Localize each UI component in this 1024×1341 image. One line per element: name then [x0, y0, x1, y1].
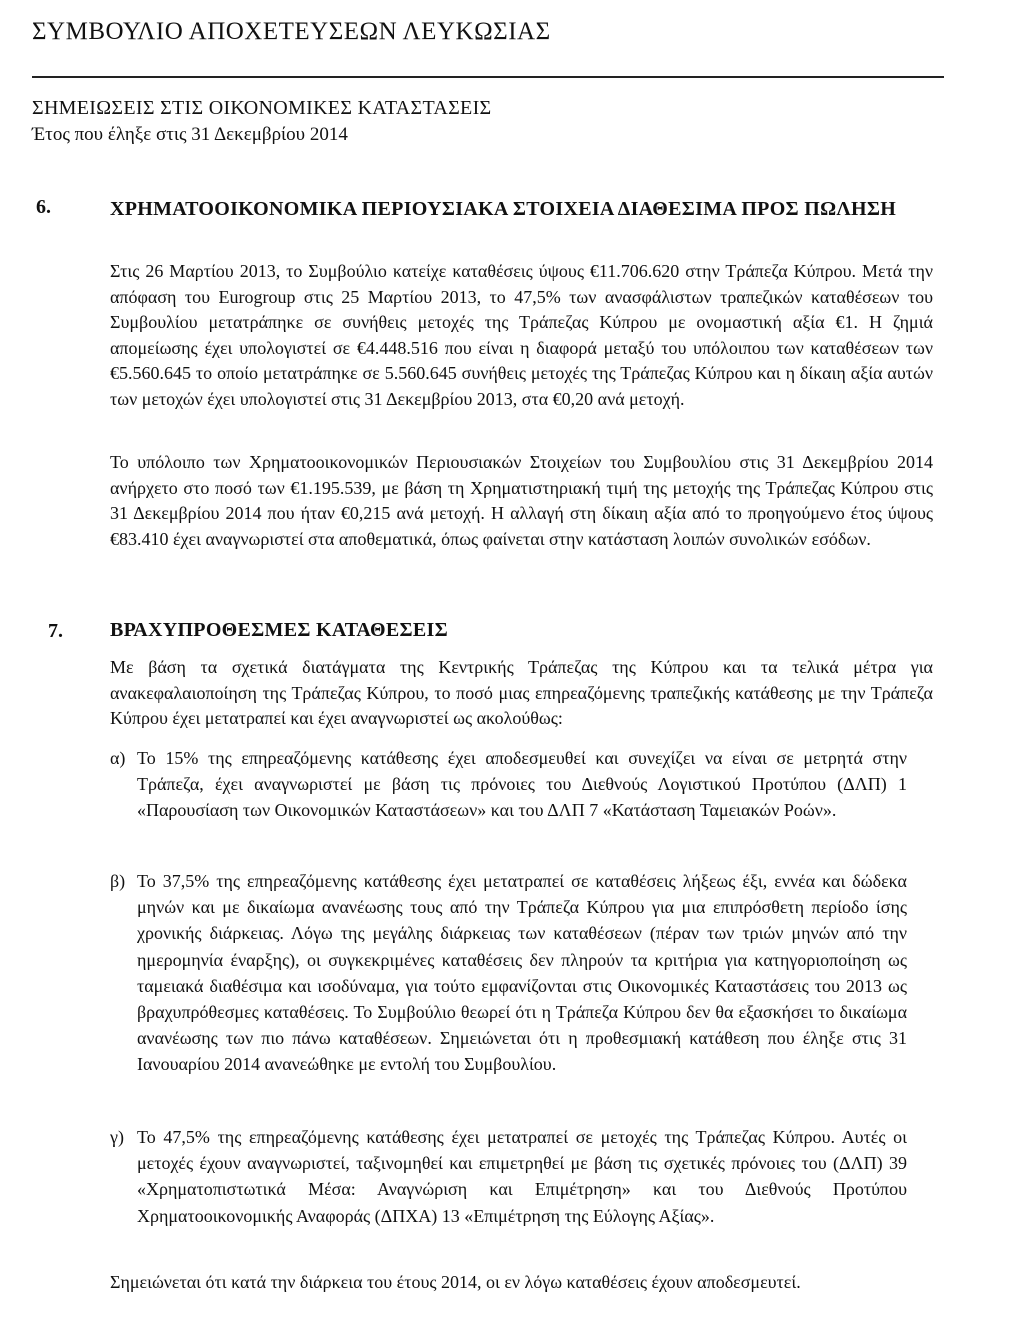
item-c-text: Το 47,5% της επηρεαζόμενης κατάθεσης έχει μετατραπεί σε μετοχές της Τράπεζας Κύπρου. Αυτές οι μετοχές έχουν αναγνωριστεί, ταξινομηθεί και επιμετρηθεί με βάση τις σχετικές πρόνοιες του (ΔΛΠ) 39 «Χρηματοπιστωτικά Μέσα: Αναγνώριση και Επιμέτρηση» και του Διεθνούς Προτύπου Χρηματοοικονομικής Αναφοράς (ΔΠΧΑ) 13 «Επιμέτρηση της Εύλογης Αξίας».	[137, 1127, 907, 1226]
section-6-paragraph-1: Στις 26 Μαρτίου 2013, το Συμβούλιο κατείχε καταθέσεις ύψους €11.706.620 στην Τράπεζα Κύπρου. Μετά την απόφαση του Eurogroup στις 25 Μαρτίου 2013, το 47,5% των ανασφάλιστων τραπεζικών καταθέσεων του Συμβουλίου μετατράπηκε σε συνήθεις μετοχές της Τράπεζας Κύπρου με ονομαστική αξία €1. Η ζημιά απομείωσης έχει υπολογιστεί σε €4.448.516 που είναι η διαφορά μεταξύ του υπόλοιπου των καταθέσεων των €5.560.645 το οποίο μετατράπηκε σε 5.560.645 συνήθεις μετοχές της Τράπεζας Κύπρου και η δίκαιη αξία αυτών των μετοχών έχει υπολογιστεί στις 31 Δεκεμβρίου 2013, στα €0,20 ανά μετοχή.	[110, 261, 933, 409]
section-7-intro: Με βάση τα σχετικά διατάγματα της Κεντρικής Τράπεζας της Κύπρου και τα τελικά μέτρα για ανακεφαλαιοποίηση της Τράπεζας Κύπρου, το ποσό μιας επηρεαζόμενης τραπεζικής κατάθεσης με την Τράπεζα Κύπρου έχει μετατραπεί και έχει αναγνωριστεί ως ακολούθως:	[110, 657, 933, 729]
section-6-number: 6.	[36, 196, 51, 218]
reporting-period: Έτος που έληξε στις 31 Δεκεμβρίου 2014	[32, 124, 348, 145]
organization-title: ΣΥΜΒΟΥΛΙΟ ΑΠΟΧΕΤΕΥΣΕΩΝ ΛΕΥΚΩΣΙΑΣ	[32, 18, 551, 45]
item-b-marker: β)	[110, 871, 126, 891]
section-6-heading: ΧΡΗΜΑΤΟΟΙΚΟΝΟΜΙΚΑ ΠΕΡΙΟΥΣΙΑΚΑ ΣΤΟΙΧΕΙΑ ΔΙΑΘΕΣΙΜΑ ΠΡΟΣ ΠΩΛΗΣΗ	[110, 198, 897, 220]
section-6-paragraph-2: Το υπόλοιπο των Χρηματοοικονομικών Περιουσιακών Στοιχείων του Συμβουλίου στις 31 Δεκεμβρίου 2014 ανήρχετο στο ποσό των €1.195.539, με βάση τη Χρηματιστηριακή τιμή της μετοχής της Τράπεζας Κύπρου στις 31 Δεκεμβρίου 2014 που ήταν €0,215 ανά μετοχή. Η αλλαγή στη δίκαιη αξία από το προηγούμενο έτος ύψους €83.410 έχει αναγνωριστεί στα αποθεματικά, όπως φαίνεται στην κατάσταση λοιπών συνολικών εσόδων.	[110, 452, 933, 549]
section-7-closing: Σημειώνεται ότι κατά την διάρκεια του έτους 2014, οι εν λόγω καταθέσεις έχουν αποδεσμευτεί.	[110, 1272, 801, 1292]
item-a-marker: α)	[110, 748, 126, 768]
section-7-number: 7.	[48, 620, 63, 642]
item-a-text: Το 15% της επηρεαζόμενης κατάθεσης έχει αποδεσμευθεί και συνεχίζει να είναι σε μετρητά στην Τράπεζα, έχει αναγνωριστεί με βάση τις πρόνοιες του Διεθνούς Λογιστικού Προτύπου (ΔΛΠ) 1 «Παρουσίαση των Οικονομικών Καταστάσεων» και του ΔΛΠ 7 «Κατάσταση Ταμειακών Ροών».	[137, 748, 907, 821]
item-b-text: Το 37,5% της επηρεαζόμενης κατάθεσης έχει μετατραπεί σε καταθέσεις λήξεως έξι, εννέα και δώδεκα μηνών και με δικαίωμα ανανέωσης τους από την Τράπεζα Κύπρου για μια επιπρόσθετη περίοδο ίσης χρονικής διάρκειας. Λόγω της μεγάλης διάρκειας των καταθέσεων (πέραν των τριών μηνών από την ημερομηνία έναρξης), οι συγκεκριμένες καταθέσεις δεν πληρούν τα κριτήρια για κατηγοριοποίηση ως ταμειακά διαθέσιμα και ισοδύναμα, για τούτο εμφανίζονται στις Οικονομικές Καταστάσεις του 2013 ως βραχυπρόθεσμες καταθέσεις. Το Συμβούλιο θεωρεί ότι η Τράπεζα Κύπρου δεν θα εξασκήσει το δικαίωμα ανανέωσης των πιο πάνω καταθέσεων. Σημειώνεται ότι η προθεσμιακή κατάθεση που έληξε στις 31 Ιανουαρίου 2014 ανανεώθηκε με εντολή του Συμβουλίου.	[137, 871, 907, 1075]
section-7-heading: ΒΡΑΧΥΠΡΟΘΕΣΜΕΣ ΚΑΤΑΘΕΣΕΙΣ	[110, 619, 448, 641]
item-c-marker: γ)	[110, 1127, 124, 1147]
header-divider	[32, 76, 944, 78]
document-title: ΣΗΜΕΙΩΣΕΙΣ ΣΤΙΣ ΟΙΚΟΝΟΜΙΚΕΣ ΚΑΤΑΣΤΑΣΕΙΣ	[32, 97, 492, 119]
